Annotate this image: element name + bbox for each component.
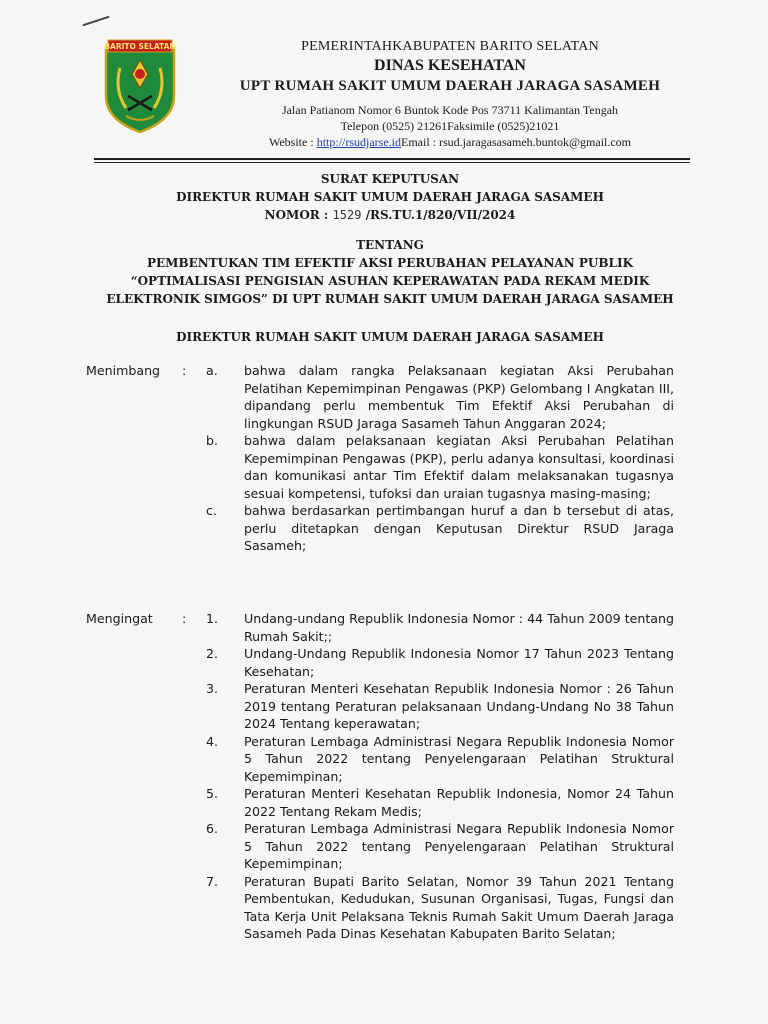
mengingat-item	[86, 873, 696, 943]
item-marker: 1.	[206, 611, 219, 626]
mengingat-item	[86, 820, 696, 873]
item-text: bahwa dalam rangka Pelaksanaan kegiatan Aksi Perubahan Pelatihan Kepemimpinan Pengawas (PKP) Gelombang I Angkatan III, dipandang perlu membentuk Tim Efektif Aksi Perubahan di lingkungan RSUD Jaraga Sasameh Tahun Anggaran 2024;	[244, 363, 674, 431]
website-link[interactable]: http://rsudjarse.id	[316, 135, 402, 149]
mengingat-item	[86, 645, 696, 680]
menimbang-colon: :	[182, 363, 187, 378]
item-marker: 6.	[206, 821, 219, 836]
director-heading: DIREKTUR RUMAH SAKIT UMUM DAERAH JARAGA SASAMEH	[176, 330, 604, 344]
letterhead-phone: Telepon (0525) 21261Faksimile (0525)21021	[340, 119, 560, 133]
subject-line-2: “OPTIMALISASI PENGISIAN ASUHAN KEPERAWATAN PADA REKAM MEDIK	[130, 274, 650, 288]
mengingat-item	[86, 680, 696, 733]
mengingat-item	[86, 785, 696, 820]
item-text: Peraturan Menteri Kesehatan Republik Indonesia, Nomor 24 Tahun 2022 Tentang Rekam Medis;	[244, 786, 674, 819]
item-marker: 5.	[206, 786, 219, 801]
letterhead-department: DINAS KESEHATAN	[374, 57, 526, 74]
item-text: bahwa berdasarkan pertimbangan huruf a dan b tersebut di atas, perlu ditetapkan dengan Keputusan Direktur RSUD Jaraga Sasameh;	[244, 503, 674, 553]
website-label: Website :	[268, 135, 317, 149]
decree-subject	[60, 236, 720, 308]
item-text: Undang-Undang Republik Indonesia Nomor 17 Tahun 2023 Tentang Kesehatan;	[244, 646, 674, 679]
letterhead-address: Jalan Patianom Nomor 6 Buntok Kode Pos 73711 Kalimantan Tengah	[281, 103, 619, 117]
menimbang-section	[86, 362, 696, 555]
item-text: Peraturan Lembaga Administrasi Negara Republik Indonesia Nomor 5 Tahun 2022 tentang Penyelengaraan Pelatihan Struktural Kepemimpinan;	[244, 821, 674, 871]
item-marker: 2.	[206, 646, 219, 661]
item-text: Peraturan Lembaga Administrasi Negara Republik Indonesia Nomor 5 Tahun 2022 tentang Penyelengaraan Pelatihan Struktural Kepemimpinan;	[244, 733, 674, 784]
decree-number-handwritten: 1529	[332, 208, 362, 222]
mengingat-colon: :	[182, 611, 187, 626]
item-marker: a.	[206, 363, 218, 378]
letterhead-hospital: UPT RUMAH SAKIT UMUM DAERAH JARAGA SASAMEH	[239, 78, 661, 94]
letterhead	[200, 38, 700, 150]
mengingat-section	[86, 610, 696, 943]
subject-line-1: PEMBENTUKAN TIM EFEKTIF AKSI PERUBAHAN PELAYANAN PUBLIK	[146, 256, 633, 270]
item-marker: 3.	[206, 681, 219, 696]
decree-number-label: NOMOR :	[264, 208, 329, 222]
email-address: rsud.jaragasasameh.buntok@gmail.com	[439, 135, 632, 149]
logo-text: BARITO SELATAN	[104, 42, 176, 51]
item-marker: 7.	[206, 873, 219, 889]
email-label: Email :	[401, 135, 440, 149]
item-marker: b.	[206, 433, 218, 448]
tentang-label: TENTANG	[356, 238, 424, 252]
letterhead-divider-thin	[94, 162, 690, 163]
menimbang-item	[86, 432, 696, 502]
letterhead-contact	[200, 134, 700, 150]
mengingat-item	[86, 733, 696, 786]
decree-type: SURAT KEPUTUSAN	[320, 172, 460, 186]
menimbang-item	[86, 362, 696, 432]
decree-number	[60, 206, 720, 224]
mengingat-item	[86, 610, 696, 645]
decree-heading	[60, 170, 720, 224]
item-marker: c.	[206, 503, 217, 518]
menimbang-item	[86, 502, 696, 555]
subject-line-3: ELEKTRONIK SIMGOS” DI UPT RUMAH SAKIT UMUM DAERAH JARAGA SASAMEH	[106, 292, 674, 306]
pen-mark	[82, 16, 109, 27]
decree-issuer: DIREKTUR RUMAH SAKIT UMUM DAERAH JARAGA SASAMEH	[176, 190, 604, 204]
item-marker: 4.	[206, 733, 219, 749]
item-text: bahwa dalam pelaksanaan kegiatan Aksi Perubahan Pelatihan Kepemimpinan Pengawas (PKP), perlu adanya konsultasi, koordinasi dan komunikasi antar Tim Efektif dalam melaksanakan tugasnya sesuai kompetensi, tufoksi dan uraian tugasnya masing-masing;	[244, 433, 674, 501]
decree-number-code: /RS.TU.1/820/VII/2024	[365, 208, 516, 222]
regency-logo-emblem	[100, 38, 180, 134]
mengingat-label: Mengingat	[86, 611, 153, 626]
item-text: Undang-undang Republik Indonesia Nomor : 44 Tahun 2009 tentang Rumah Sakit;;	[244, 611, 674, 644]
item-text: Peraturan Menteri Kesehatan Republik Indonesia Nomor : 26 Tahun 2019 tentang Peraturan pelaksanaan Undang-Undang No 38 Tahun 2024 Tentang keperawatan;	[244, 681, 674, 731]
item-text: Peraturan Bupati Barito Selatan, Nomor 39 Tahun 2021 Tentang Pembentukan, Kedudukan, Susunan Organisasi, Tugas, Fungsi dan Tata Kerja Unit Pelaksana Teknis Rumah Sakit Umum Daerah Jaraga Sasameh Pada Dinas Kesehatan Kabupaten Barito Selatan;	[244, 873, 674, 941]
letterhead-divider-thick	[94, 158, 690, 160]
letterhead-government: PEMERINTAHKABUPATEN BARITO SELATAN	[301, 39, 599, 54]
menimbang-label: Menimbang	[86, 363, 161, 378]
